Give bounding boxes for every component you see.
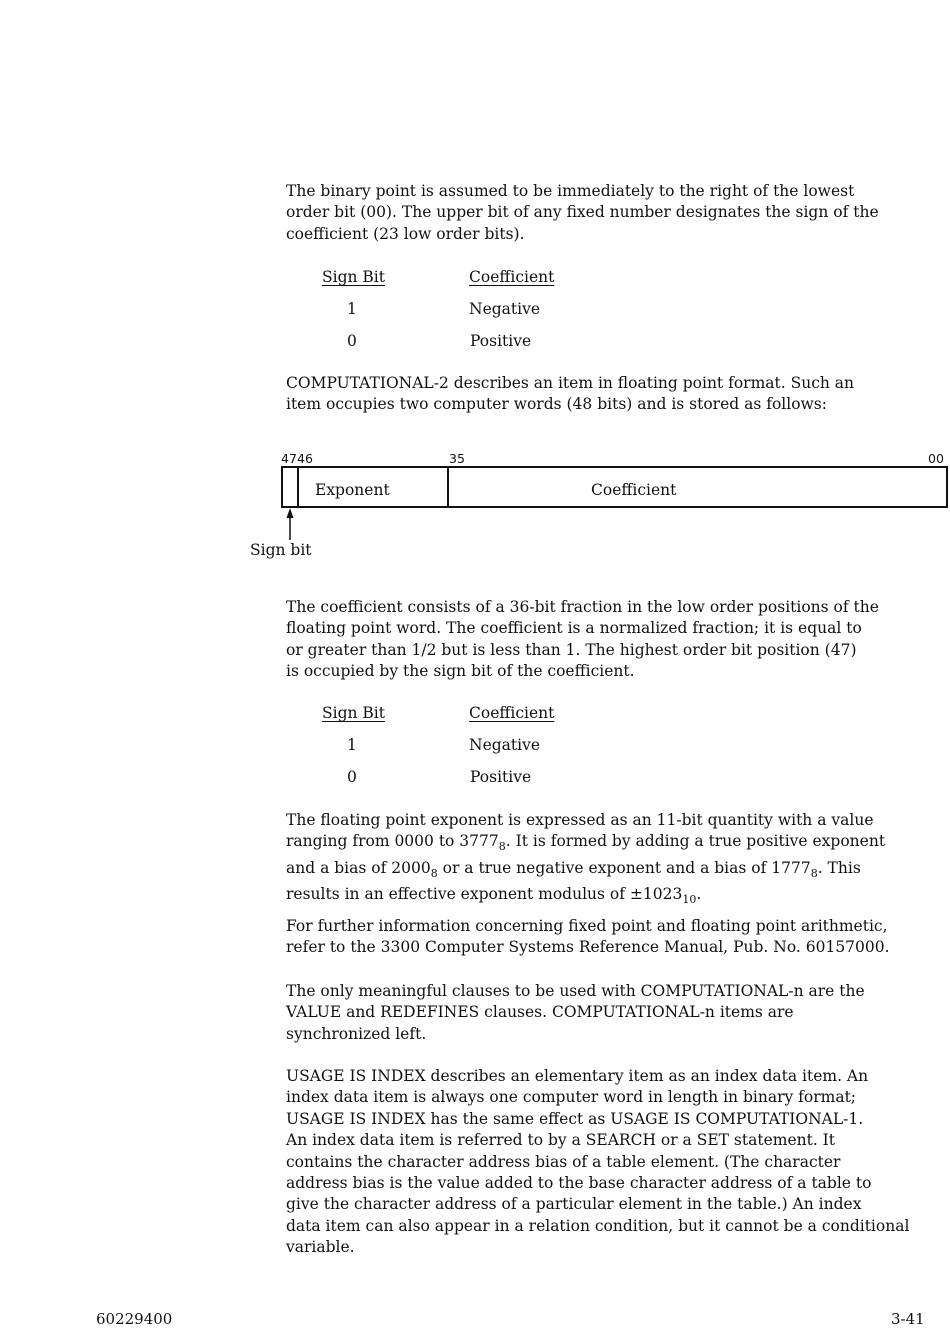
table-cell-coefficient: Positive (470, 332, 532, 350)
table-cell-coefficient: Negative (469, 736, 541, 754)
paragraph-computational-2 (286, 373, 946, 416)
table-cell-bit: 0 (347, 768, 357, 786)
text-line: The only meaningful clauses to be used with COMPUTATIONAL-n are the (286, 982, 865, 1000)
paragraph-binary-point (286, 181, 946, 245)
bit-number-47: 47 (281, 451, 297, 466)
table-cell-bit: 1 (347, 300, 357, 318)
paragraph-meaningful-clauses (286, 981, 946, 1045)
text-line: The binary point is assumed to be immediately to the right of the lowest (286, 182, 855, 200)
table-header-sign-bit: Sign Bit (322, 704, 385, 722)
table-cell-bit: 1 (347, 736, 357, 754)
text-line: is occupied by the sign bit of the coefficient. (286, 662, 635, 681)
publication-number: 60229400 (96, 1310, 173, 1328)
text-line: The floating point exponent is expressed as an 11-bit quantity with a value (286, 811, 874, 829)
subscript: 8 (430, 866, 438, 880)
text-line: refer to the 3300 Computer Systems Reference Manual, Pub. No. 60157000. (286, 938, 890, 957)
coefficient-field (447, 466, 948, 508)
bit-number-46: 46 (297, 451, 313, 466)
text-line: USAGE IS INDEX has the same effect as USAGE IS COMPUTATIONAL-1. (286, 1109, 864, 1128)
table-header-coefficient: Coefficient (469, 268, 555, 286)
table-header-coefficient: Coefficient (469, 704, 555, 722)
text-segment: and a bias of 2000 (286, 858, 431, 877)
table-header-sign-bit: Sign Bit (322, 268, 385, 286)
coefficient-label: Coefficient (591, 481, 677, 499)
text-line: order bit (00). The upper bit of any fixed number designates the sign of the (286, 203, 879, 222)
exponent-label: Exponent (315, 481, 390, 499)
text-line: coefficient (23 low order bits). (286, 224, 525, 243)
table-cell-coefficient: Negative (469, 300, 541, 318)
text-line: synchronized left. (286, 1024, 427, 1043)
text-line: An index data item is referred to by a SEARCH or a SET statement. It (286, 1131, 836, 1150)
table-cell-coefficient: Positive (470, 768, 532, 786)
text-segment: results in an effective exponent modulus of ±1023 (286, 885, 683, 904)
text-line: The coefficient consists of a 36-bit fraction in the low order positions of the (286, 598, 879, 616)
text-line: address bias is the value added to the base character address of a table to (286, 1174, 872, 1193)
text-line: data item can also appear in a relation condition, but it cannot be a conditional (286, 1216, 910, 1235)
sign-bit-label: Sign bit (250, 541, 312, 559)
text-line (286, 884, 946, 910)
text-line: or greater than 1/2 but is less than 1. The highest order bit position (47) (286, 640, 857, 659)
text-line: contains the character address bias of a table element. (The character (286, 1152, 841, 1171)
text-line: variable. (286, 1238, 355, 1257)
text-segment: . It is formed by adding a true positive exponent (505, 832, 886, 851)
text-line: floating point word. The coefficient is a normalized fraction; it is equal to (286, 619, 862, 638)
text-segment: or a true negative exponent and a bias of 1777 (437, 858, 811, 877)
paragraph-coefficient (286, 597, 946, 683)
text-line: VALUE and REDEFINES clauses. COMPUTATIONAL-n items are (286, 1003, 794, 1022)
text-line: index data item is always one computer word in length in binary format; (286, 1088, 857, 1107)
bit-number-00: 00 (928, 451, 944, 466)
text-line: USAGE IS INDEX describes an elementary item as an index data item. An (286, 1067, 869, 1085)
paragraph-exponent (286, 810, 946, 911)
subscript: 10 (682, 893, 697, 907)
table-cell-bit: 0 (347, 332, 357, 350)
text-segment: . This (817, 858, 861, 877)
text-line: item occupies two computer words (48 bits) and is stored as follows: (286, 395, 827, 414)
paragraph-usage-index (286, 1066, 946, 1259)
subscript: 8 (498, 840, 506, 854)
text-line: give the character address of a particular element in the table.) An index (286, 1195, 862, 1214)
text-segment: ranging from 0000 to 3777 (286, 832, 499, 851)
text-line (286, 858, 946, 884)
paragraph-reference-manual (286, 916, 946, 959)
text-line: COMPUTATIONAL-2 describes an item in floating point format. Such an (286, 374, 855, 392)
page-number: 3-41 (891, 1310, 925, 1328)
text-line (286, 831, 946, 857)
bit-number-35: 35 (449, 451, 465, 466)
subscript: 8 (810, 866, 818, 880)
text-line: For further information concerning fixed point and floating point arithmetic, (286, 917, 888, 935)
sign-bit-arrow-icon (282, 507, 298, 541)
text-segment: . (696, 885, 702, 904)
